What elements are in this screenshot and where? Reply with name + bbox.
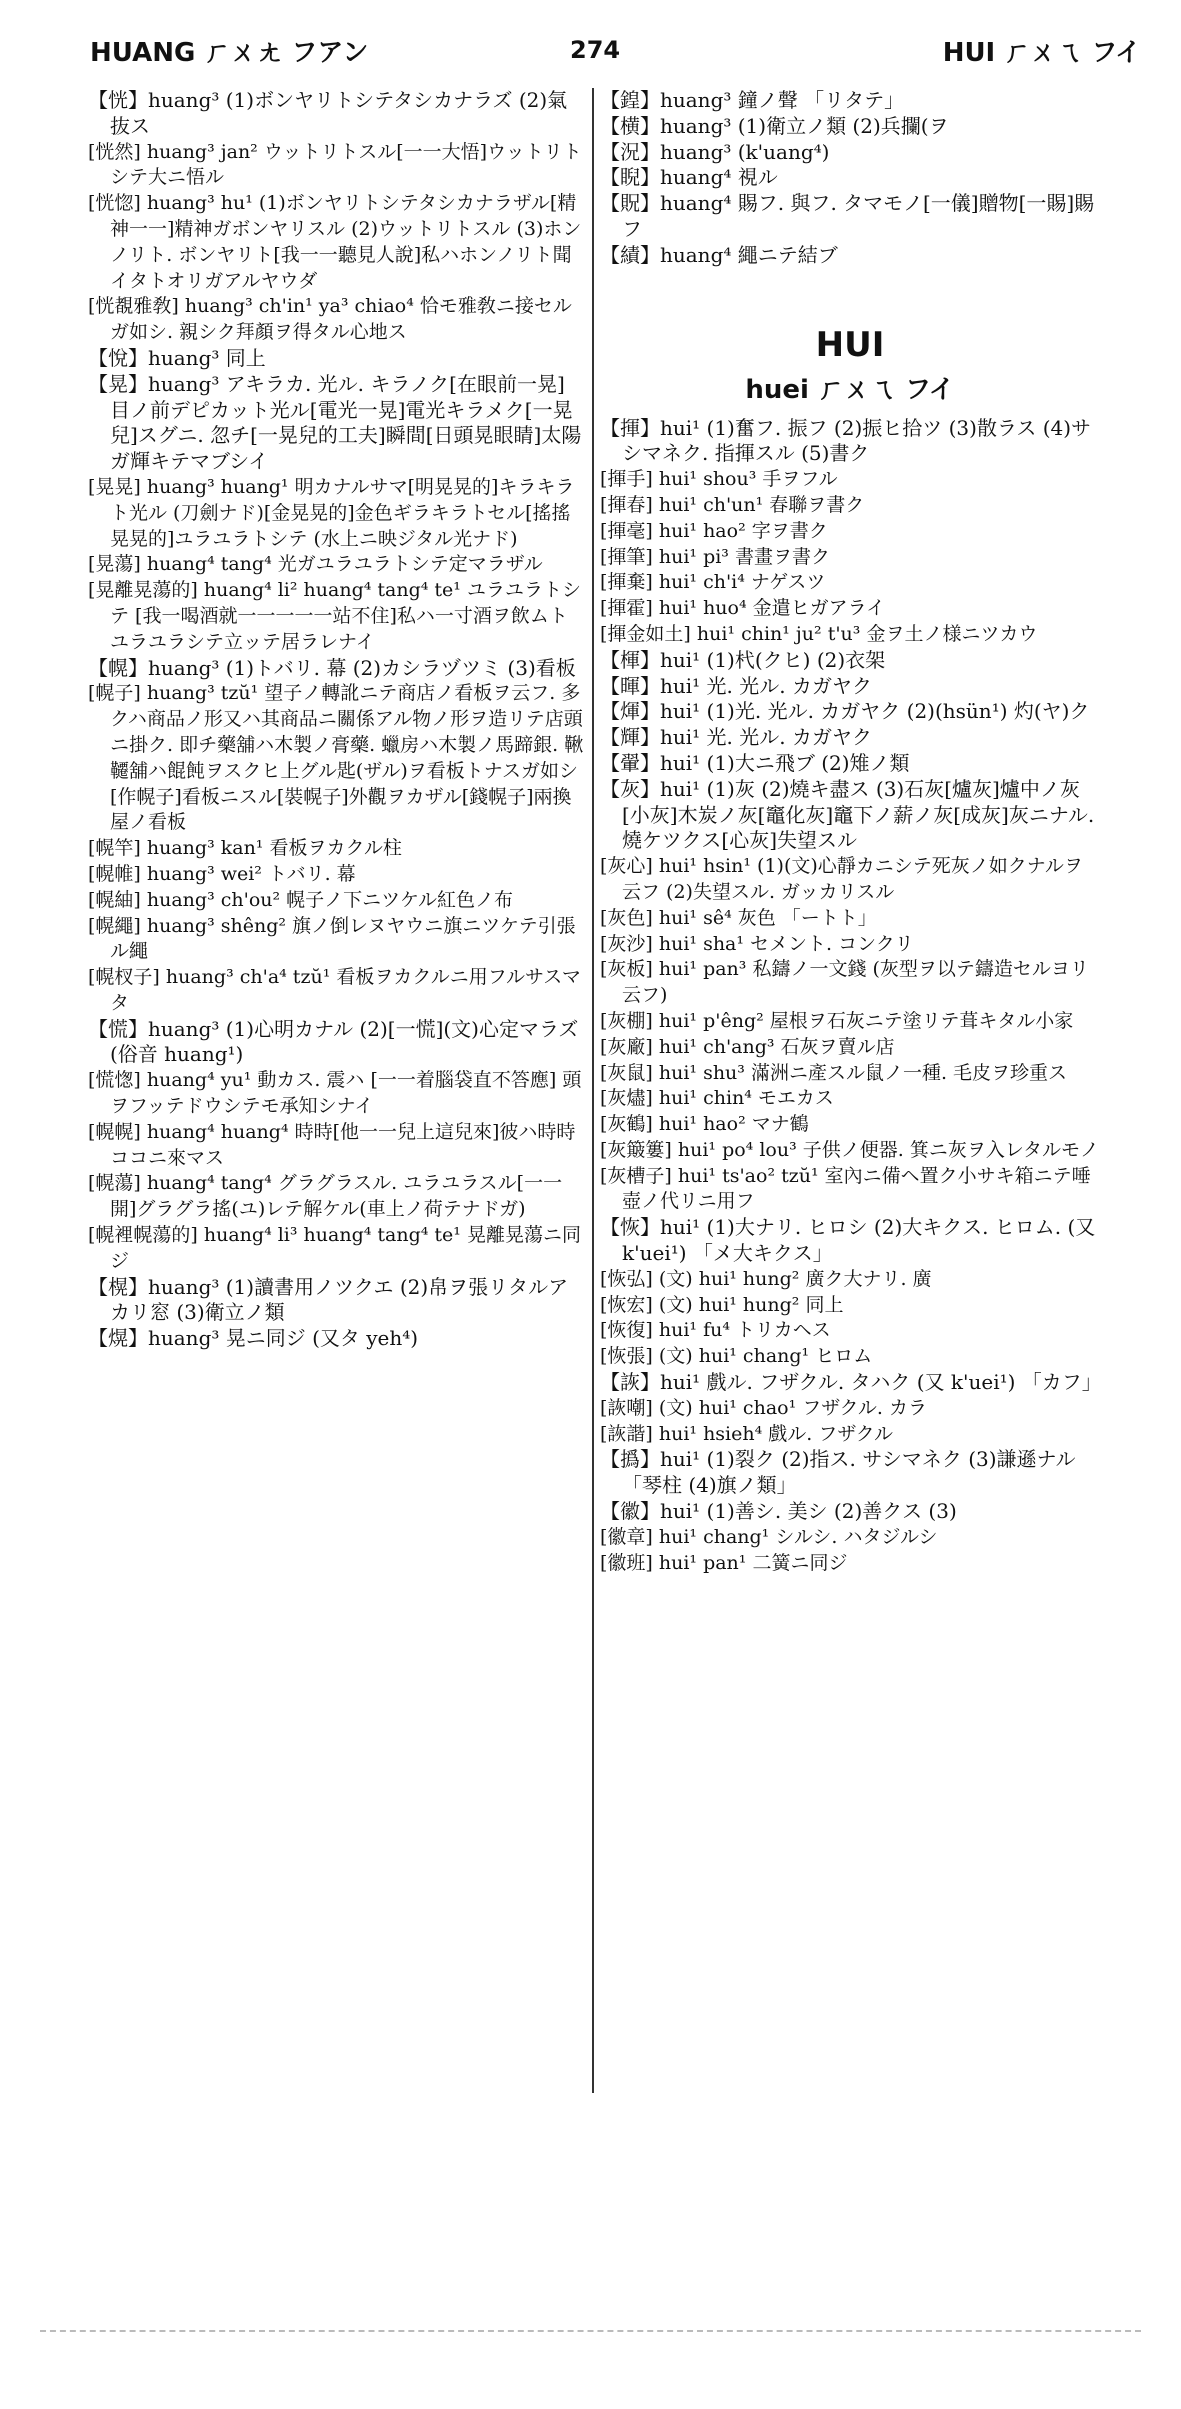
dictionary-entry: 【楎】hui¹ (1)杙(クヒ) (2)衣架 — [600, 647, 886, 672]
page-header — [90, 22, 1141, 78]
dictionary-entry: [慌愡] huang⁴ yu¹ 動カス. 震ハ [一一着腦袋直不答應] 頭ヲフッテドウシテモ承知シナイ — [88, 1069, 582, 1118]
dictionary-entry: 【横】huang³ (1)衛立ノ類 (2)兵攔(ヲ — [600, 113, 949, 138]
dictionary-entry: [灰鼠] hui¹ shu³ 滿洲ニ產スル鼠ノ一種. 毛皮ヲ珍重ス — [600, 1061, 1068, 1084]
dictionary-entry: 【況】huang³ (k'uang⁴) — [600, 139, 830, 164]
dictionary-entry: [晃蕩] huang⁴ tang⁴ 光ガユラユラトシテ定マラザル — [88, 553, 543, 576]
dictionary-entry: [幌帷] huang³ wei² トバリ. 幕 — [88, 862, 356, 885]
dictionary-entry: [徽章] hui¹ chang¹ シルシ. ハタジルシ — [600, 1525, 938, 1548]
dictionary-entry: [灰鶴] hui¹ hao² マナ鶴 — [600, 1113, 809, 1136]
dictionary-entry: [恍覩雅敎] huang³ ch'in¹ ya³ chiao⁴ 恰モ雅敎ニ接セルガ如シ. 親シク拜顏ヲ得タル心地ス — [88, 295, 572, 344]
dictionary-entry: [恍惚] huang³ hu¹ (1)ボンヤリトシテタシカナラザル[精神一一]精神ガボンヤリスル (2)ウットリトスル (3)ホンノリト. ボンヤリト[我一一聽見人說]私ハホンノリト聞イタトオリガアルヤウダ — [88, 192, 582, 292]
dictionary-entry: [灰心] hui¹ hsin¹ (1)(文)心靜カニシテ死灰ノ如クナルヲ云フ (2)失望スル. ガッカリスル — [600, 855, 1083, 903]
column-divider — [592, 88, 594, 2093]
dictionary-entry: 【徽】hui¹ (1)善シ. 美シ (2)善クス (3) — [600, 1499, 957, 1524]
right-column — [600, 88, 1100, 1576]
dictionary-entry: [幌繩] huang³ shêng² 旗ノ倒レヌヤウニ旗ニツケテ引張ル繩 — [88, 914, 576, 963]
dictionary-entry: [幌幌] huang⁴ huang⁴ 時時[他一一兒上這兒來]彼ハ時時ココニ來マス — [88, 1120, 576, 1169]
dictionary-entry: [徽班] hui¹ pan¹ 二簧ニ同ジ — [600, 1551, 848, 1574]
section-subtitle: huei ㄏㄨㄟ フイ — [745, 374, 955, 405]
dictionary-entry: 【詼】hui¹ 戲ル. フザクル. タハク (又 k'uei¹) 「カフ」 — [600, 1370, 1102, 1395]
dictionary-entry: [幌杈子] huang³ ch'a⁴ tzŭ¹ 看板ヲカクルニ用フルサスマタ — [88, 966, 581, 1014]
dictionary-entry: [幌裡幌蕩的] huang⁴ li³ huang⁴ tang⁴ te¹ 晃離晃蕩ニ同ジ — [88, 1224, 581, 1272]
footer-rule — [40, 2330, 1141, 2332]
dictionary-entry: [灰簸簍] hui¹ po⁴ lou³ 子供ノ便器. 箕ニ灰ヲ入レタルモノ — [600, 1138, 1099, 1161]
dictionary-entry: 【晃】huang³ アキラカ. 光ル. キラノク[在眼前一晃]目ノ前デピカット光ル[電光一晃]電光キラメク[一晃兒]スグニ. 忽チ[一晃兒的工夫]瞬間[日頭晃眼睛]太陽ガ輝キテマブシイ — [88, 371, 582, 474]
dictionary-entry: [詼嘲] (文) hui¹ chao¹ フザクル. カラ — [600, 1396, 927, 1419]
dictionary-entry: 【恍】huang³ (1)ボンヤリトシテタシカナラズ (2)氣抜ス — [88, 88, 568, 138]
dictionary-entry: [恢復] hui¹ fu⁴ トリカヘス — [600, 1319, 831, 1342]
header-left-heading: HUANG ㄏㄨㄤ フアン — [90, 38, 369, 68]
dictionary-entry: [晃晃] huang³ huang¹ 明カナルサマ[明晃晃的]キラキラト光ル (刀劍ナド)[金晃晃的]金色ギラキラトセル[搖搖晃晃的]ユラユラトシテ (水上ニ映ジタル光ナド) — [88, 475, 575, 550]
dictionary-entry: [灰槽子] hui¹ ts'ao² tzŭ¹ 室內ニ備ヘ置ク小サキ箱ニテ唾壺ノ代リニ用フ — [600, 1164, 1091, 1213]
dictionary-entry: [恢宏] (文) hui¹ hung² 同上 — [600, 1293, 844, 1316]
dictionary-entry: [揮霍] hui¹ huo⁴ 金遣ヒガアライ — [600, 597, 886, 620]
dictionary-entry: 【輝】hui¹ 光. 光ル. カガヤク — [600, 725, 872, 750]
dictionary-entry: 【鍠】huang³ 鐘ノ聲 「リタテ」 — [600, 88, 905, 112]
right-column-entries — [600, 416, 1100, 1577]
dictionary-entry: 【揮】hui¹ (1)奮フ. 振フ (2)振ヒ拾ツ (3)散ラス (4)サシマネク. 指揮スル (5)書ク — [600, 415, 1092, 466]
dictionary-entry: [灰色] hui¹ sê⁴ 灰色 「ートト」 — [600, 906, 877, 929]
dictionary-entry: [揮筆] hui¹ pi³ 書畫ヲ書ク — [600, 545, 830, 568]
dictionary-entry: 【熀】huang³ 晃ニ同ジ (又タ yeh⁴) — [88, 1326, 419, 1351]
dictionary-entry: 【暉】hui¹ 光. 光ル. カガヤク — [600, 673, 872, 698]
dictionary-entry: [灰沙] hui¹ sha¹ セメント. コンクリ — [600, 932, 914, 955]
dictionary-entry: [恍然] huang³ jan² ウットリトスル[一一大悟]ウットリトシテ大ニ悟ル — [88, 140, 582, 189]
dictionary-entry: [晃離晃蕩的] huang⁴ li² huang⁴ tang⁴ te¹ ユラユラトシテ [我一喝酒就一一一一一站不住]私ハ一寸酒ヲ飲ムトユラユラシテ立ッテ居ラレナイ — [88, 579, 581, 653]
dictionary-entry: [灰廠] hui¹ ch'ang³ 石灰ヲ賣ル店 — [600, 1035, 895, 1058]
dictionary-entry: [詼諧] hui¹ hsieh⁴ 戲ル. フザクル — [600, 1422, 894, 1445]
section-title: HUI — [815, 324, 885, 365]
dictionary-entry: [灰棚] hui¹ p'êng² 屋根ヲ石灰ニテ塗リテ葺キタル小家 — [600, 1009, 1074, 1032]
dictionary-entry: 【灰】hui¹ (1)灰 (2)燒キ盡ス (3)石灰[爐灰]爐中ノ灰[小灰]木炭ノ灰[竈化灰]竈下ノ薪ノ灰[成灰]灰ニナル. 燒ケツクス[心灰]失望スル — [600, 776, 1095, 853]
dictionary-entry: [幌紬] huang³ ch'ou² 幌子ノ下ニツケル紅色ノ布 — [88, 888, 514, 911]
dictionary-entry: [灰板] hui¹ pan³ 私鑄ノ一文錢 (灰型ヲ以テ鑄造セルヨリ云フ) — [600, 958, 1089, 1007]
dictionary-entry: 【悅】huang³ 同上 — [88, 345, 266, 370]
dictionary-entry: [揮棄] hui¹ ch'i⁴ ナゲスツ — [600, 571, 826, 594]
dictionary-entry: [揮春] hui¹ ch'un¹ 春聯ヲ書ク — [600, 493, 865, 516]
dictionary-entry: [揮毫] hui¹ hao² 字ヲ書ク — [600, 519, 828, 542]
dictionary-entry: 【恢】hui¹ (1)大ナリ. ヒロシ (2)大キクス. ヒロム. (又 k'uei¹) 「メ大キクス」 — [600, 1215, 1096, 1266]
dictionary-entry: [恢張] (文) hui¹ chang¹ ヒロム — [600, 1345, 873, 1368]
dictionary-entry: 【績】huang⁴ 繩ニテ結ブ — [600, 242, 838, 267]
dictionary-entry: [恢弘] (文) hui¹ hung² 廣ク大ナリ. 廣 — [600, 1267, 932, 1290]
dictionary-entry: [幌子] huang³ tzŭ¹ 望子ノ轉訛ニテ商店ノ看板ヲ云フ. 多クハ商品ノ形又ハ其商品ニ關係アル物ノ形ヲ造リテ店頭ニ掛ク. 即チ藥舖ハ木製ノ膏藥. 蠟房ハ木製ノ馬蹄銀. 鞦韆舖ハ餛飩ヲスクヒ上グル匙(ザル)ヲ看板トナスガ如シ[作幌子]看板ニスル[裝幌子]外觀ヲカザル[錢幌子]兩換屋ノ看板 — [88, 682, 584, 834]
left-column — [88, 88, 584, 1352]
dictionary-entry: [幌蕩] huang⁴ tang⁴ グラグラスル. ユラユラスル[一一開]グラグラ搖(ユ)レテ解ケル(車上ノ荷テナドガ) — [88, 1172, 563, 1221]
dictionary-entry: 【貺】huang⁴ 賜フ. 與フ. タマモノ[一儀]贈物[一賜]賜フ — [600, 191, 1095, 241]
right-column-top-entries — [600, 88, 1100, 269]
dictionary-entry: 【煇】hui¹ (1)光. 光ル. カガヤク (2)(hsün¹) 灼(ヤ)ク — [600, 699, 1090, 724]
dictionary-entry: 【幌】huang³ (1)トバリ. 幕 (2)カシラヅツミ (3)看板 — [88, 655, 576, 680]
header-right-heading: HUI ㄏㄨㄟ フイ — [942, 38, 1141, 68]
page-number: 274 — [570, 36, 621, 64]
dictionary-entry: 【撝】hui¹ (1)裂ク (2)指ス. サシマネク (3)謙遜ナル 「琴柱 (4)旗ノ類」 — [600, 1447, 1076, 1498]
dictionary-entry: 【睨】huang⁴ 視ル — [600, 165, 778, 190]
dictionary-entry: [揮手] hui¹ shou³ 手ヲフル — [600, 468, 838, 491]
dictionary-entry: 【榥】huang³ (1)讀書用ノツクエ (2)帛ヲ張リタルアカリ窓 (3)衛立ノ類 — [88, 1274, 569, 1325]
dictionary-entry: [揮金如土] hui¹ chin¹ ju² t'u³ 金ヲ土ノ様ニツカウ — [600, 622, 1038, 645]
dictionary-entry: 【翬】hui¹ (1)大ニ飛ブ (2)雉ノ類 — [600, 750, 910, 775]
dictionary-entry: 【慌】huang³ (1)心明カナル (2)[一慌](文)心定マラズ (俗音 huang¹) — [88, 1016, 579, 1067]
dictionary-entry: [幌竿] huang³ kan¹ 看板ヲカクル柱 — [88, 837, 402, 860]
dictionary-entry: [灰燼] hui¹ chin⁴ モエカス — [600, 1087, 834, 1110]
